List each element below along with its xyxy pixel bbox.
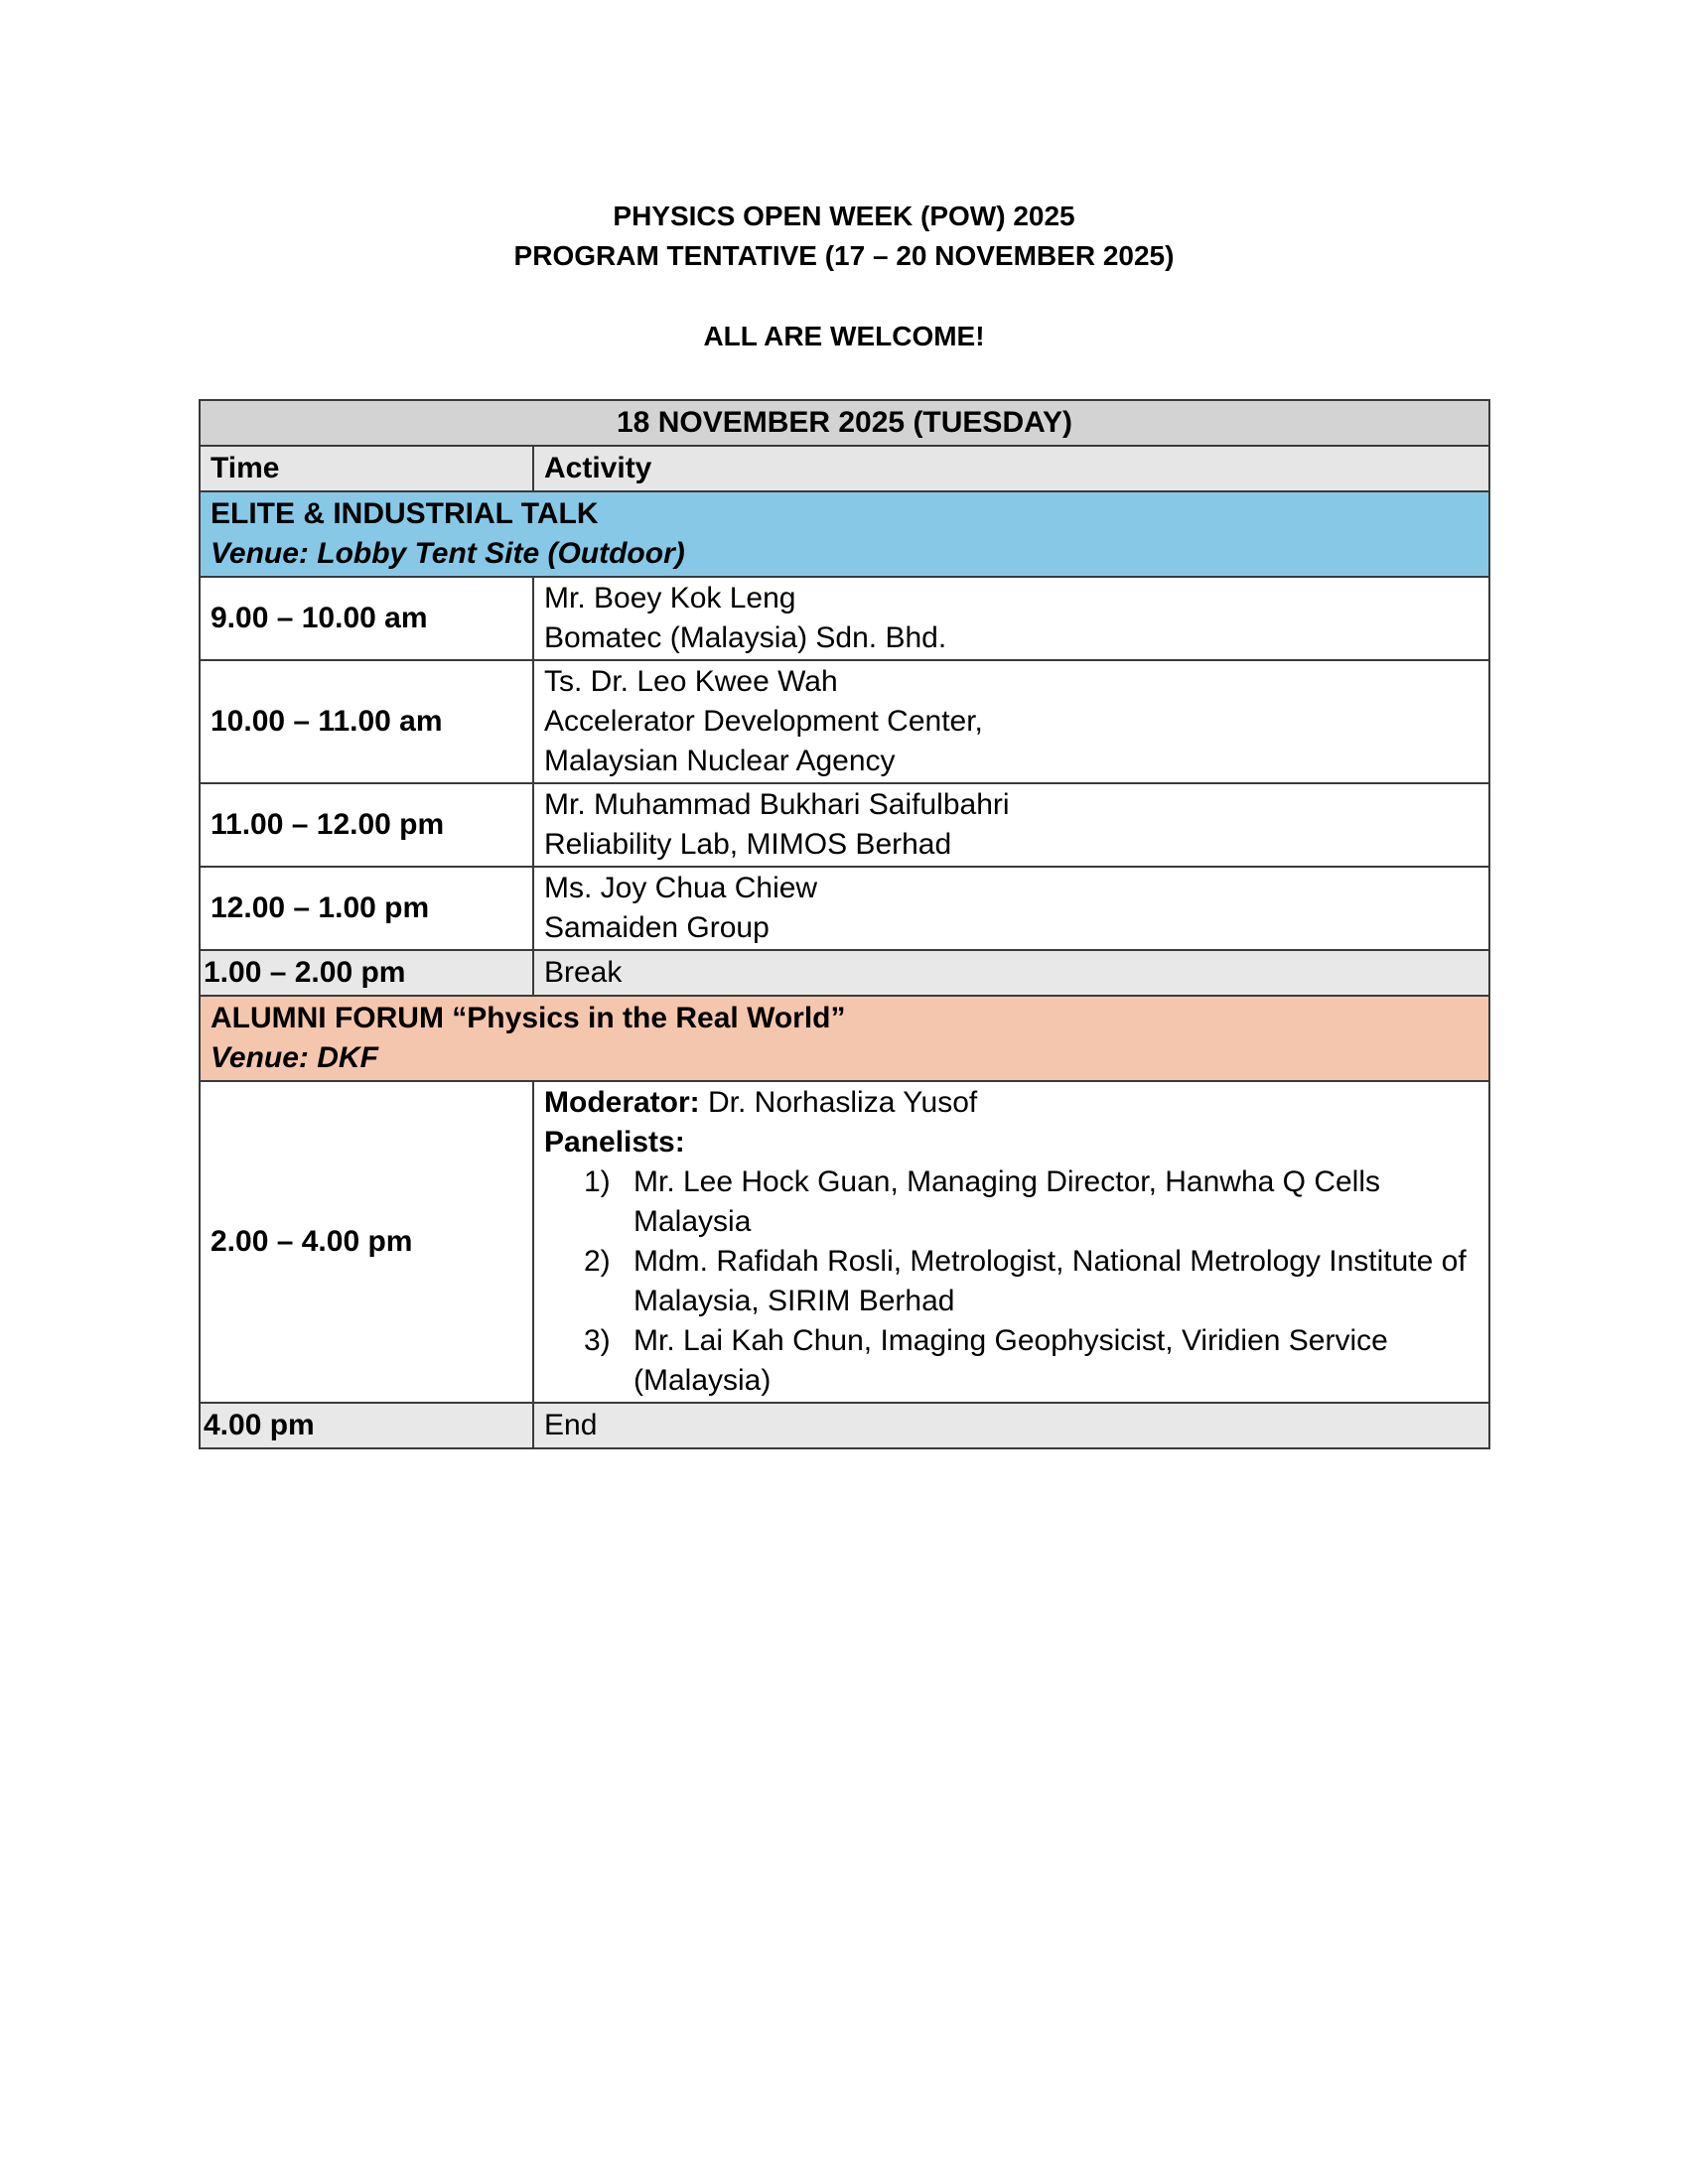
table-row [200,577,1489,660]
date-heading: 18 NOVEMBER 2025 (TUESDAY) [200,400,1489,446]
elite-section-venue: Venue: Lobby Tent Site (Outdoor) [211,537,685,570]
break-time: 1.00 – 2.00 pm [200,950,533,996]
panelist-text: Mr. Lai Kah Chun, Imaging Geophysicist, Viridien Service (Malaysia) [633,1324,1388,1397]
talk-time: 9.00 – 10.00 am [200,577,533,660]
end-row [200,1403,1489,1448]
forum-time: 2.00 – 4.00 pm [200,1081,533,1403]
panelist-list [544,1162,1478,1401]
panelist-text: Mr. Lee Hock Guan, Managing Director, Hanwha Q Cells Malaysia [633,1165,1381,1238]
speaker-name: Mr. Muhammad Bukhari Saifulbahri [544,788,1010,821]
time-column-header: Time [200,446,533,491]
panelist-number: 1) [584,1165,611,1198]
talk-activity [533,783,1489,867]
moderator-line [544,1083,1478,1123]
forum-activity [533,1081,1489,1403]
date-row [200,400,1489,446]
elite-section-row [200,491,1489,577]
speaker-organization: Reliability Lab, MIMOS Berhad [544,828,952,861]
end-time: 4.00 pm [200,1403,533,1448]
alumni-section-title: ALUMNI FORUM “Physics in the Real World” [211,1002,846,1034]
talk-activity [533,577,1489,660]
speaker-organization: Malaysian Nuclear Agency [544,745,896,777]
speaker-name: Ts. Dr. Leo Kwee Wah [544,665,838,698]
talk-time: 12.00 – 1.00 pm [200,867,533,950]
talk-activity [533,867,1489,950]
moderator-name: Dr. Norhasliza Yusof [699,1086,978,1119]
alumni-section-venue: Venue: DKF [211,1041,378,1074]
break-row [200,950,1489,996]
panelist-number: 3) [584,1324,611,1357]
document-title: PHYSICS OPEN WEEK (POW) 2025 [613,201,1075,231]
activity-column-header: Activity [533,446,1489,491]
list-item [544,1162,1478,1242]
speaker-organization: Bomatec (Malaysia) Sdn. Bhd. [544,621,947,654]
speaker-organization: Accelerator Development Center, [544,705,983,738]
panelists-label: Panelists: [544,1126,685,1159]
break-activity: Break [533,950,1489,996]
alumni-section-row [200,996,1489,1081]
end-activity: End [533,1403,1489,1448]
forum-row [200,1081,1489,1403]
list-item [544,1321,1478,1401]
document-subtitle: PROGRAM TENTATIVE (17 – 20 NOVEMBER 2025) [513,240,1175,271]
speaker-name: Ms. Joy Chua Chiew [544,872,818,904]
elite-section-title: ELITE & INDUSTRIAL TALK [211,497,599,530]
schedule-table [199,399,1490,1449]
list-item [544,1242,1478,1321]
alumni-section-heading [200,996,1489,1081]
talk-activity [533,660,1489,783]
welcome-message: ALL ARE WELCOME! [703,321,985,351]
talk-time: 10.00 – 11.00 am [200,660,533,783]
elite-section-heading [200,491,1489,577]
moderator-label: Moderator: [544,1086,700,1119]
table-row [200,660,1489,783]
speaker-organization: Samaiden Group [544,911,770,944]
table-row [200,783,1489,867]
talk-time: 11.00 – 12.00 pm [200,783,533,867]
speaker-name: Mr. Boey Kok Leng [544,582,796,614]
panelist-text: Mdm. Rafidah Rosli, Metrologist, National Metrology Institute of Malaysia, SIRIM Berhad [633,1245,1467,1317]
column-header-row [200,446,1489,491]
table-row [200,867,1489,950]
panelist-number: 2) [584,1245,611,1278]
